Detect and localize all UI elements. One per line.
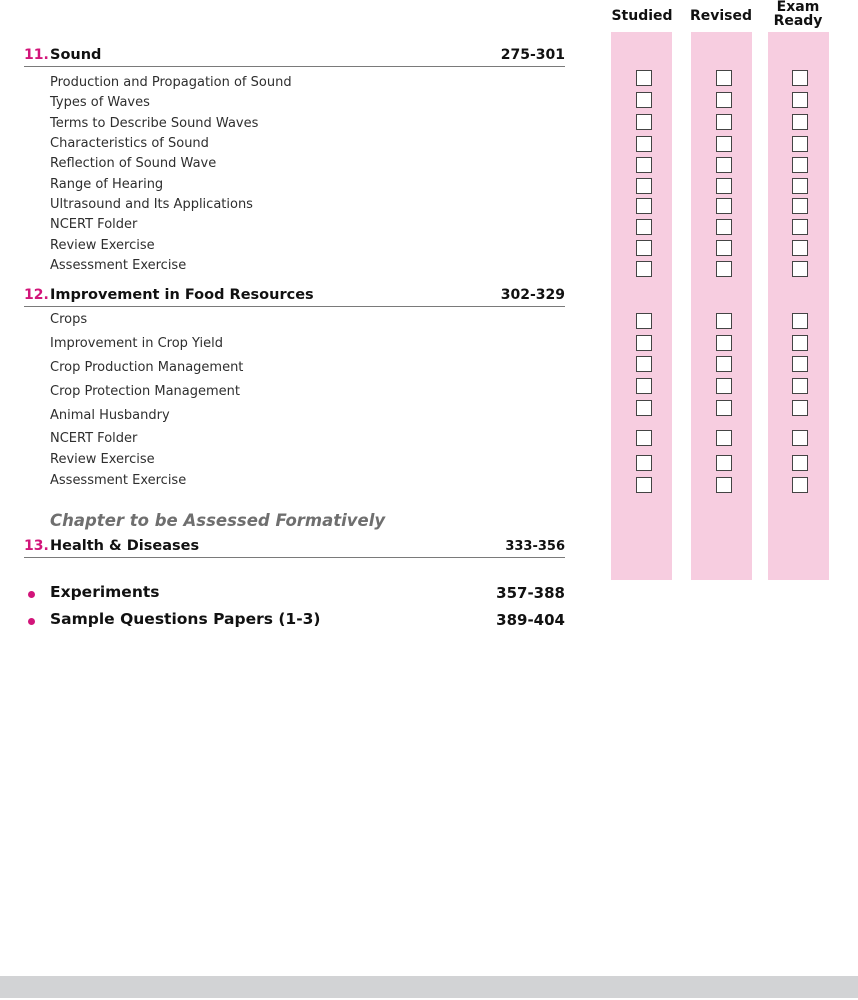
topic-item[interactable]: Crops bbox=[50, 312, 88, 327]
topic-item[interactable]: Crop Protection Management bbox=[50, 384, 241, 399]
exam-ready-line1: Exam bbox=[776, 0, 820, 15]
exam-ready-checkbox[interactable] bbox=[792, 136, 808, 152]
exam-ready-checkbox[interactable] bbox=[792, 313, 808, 329]
topic-item[interactable]: Improvement in Crop Yield bbox=[50, 336, 223, 351]
extras-pages: 389-404 bbox=[496, 611, 565, 629]
exam-ready-checkbox[interactable] bbox=[792, 219, 808, 235]
exam-ready-checkbox[interactable] bbox=[792, 92, 808, 108]
revised-checkbox[interactable] bbox=[716, 335, 732, 351]
bullet-icon bbox=[28, 591, 35, 598]
revised-checkbox[interactable] bbox=[716, 477, 732, 493]
exam-ready-checkbox[interactable] bbox=[792, 240, 808, 256]
revised-column-header: Revised bbox=[689, 8, 753, 24]
revised-checkbox[interactable] bbox=[716, 430, 732, 446]
chapter-number: 12. bbox=[24, 287, 49, 303]
studied-checkbox[interactable] bbox=[636, 430, 652, 446]
exam-ready-column-header bbox=[763, 0, 833, 28]
exam-ready-checkbox[interactable] bbox=[792, 430, 808, 446]
chapter-title[interactable]: Health & Diseases bbox=[50, 538, 200, 554]
studied-checkbox[interactable] bbox=[636, 92, 652, 108]
exam-ready-checkbox[interactable] bbox=[792, 400, 808, 416]
exam-ready-line2: Ready bbox=[773, 13, 823, 29]
revised-checkbox[interactable] bbox=[716, 114, 732, 130]
exam-ready-checkbox[interactable] bbox=[792, 356, 808, 372]
topic-item[interactable]: Production and Propagation of Sound bbox=[50, 75, 292, 90]
studied-column-header: Studied bbox=[611, 8, 673, 24]
studied-checkbox[interactable] bbox=[636, 313, 652, 329]
studied-checkbox[interactable] bbox=[636, 178, 652, 194]
studied-checkbox[interactable] bbox=[636, 70, 652, 86]
topic-item[interactable]: Review Exercise bbox=[50, 452, 155, 467]
studied-checkbox[interactable] bbox=[636, 219, 652, 235]
revised-checkbox[interactable] bbox=[716, 70, 732, 86]
chapter-title[interactable]: Sound bbox=[50, 47, 102, 63]
revised-checkbox[interactable] bbox=[716, 198, 732, 214]
revised-checkbox[interactable] bbox=[716, 136, 732, 152]
studied-checkbox[interactable] bbox=[636, 261, 652, 277]
chapter-pages: 333-356 bbox=[505, 539, 565, 554]
studied-checkbox[interactable] bbox=[636, 356, 652, 372]
chapter-pages: 302-329 bbox=[500, 287, 565, 303]
studied-checkbox[interactable] bbox=[636, 157, 652, 173]
revised-checkbox[interactable] bbox=[716, 261, 732, 277]
exam-ready-checkbox[interactable] bbox=[792, 261, 808, 277]
topic-item[interactable]: NCERT Folder bbox=[50, 431, 138, 446]
exam-ready-checkbox[interactable] bbox=[792, 114, 808, 130]
studied-checkbox[interactable] bbox=[636, 136, 652, 152]
studied-checkbox[interactable] bbox=[636, 114, 652, 130]
revised-checkbox[interactable] bbox=[716, 455, 732, 471]
exam-ready-checkbox[interactable] bbox=[792, 70, 808, 86]
topic-item[interactable]: Characteristics of Sound bbox=[50, 136, 209, 151]
topic-item[interactable]: NCERT Folder bbox=[50, 217, 138, 232]
topic-item[interactable]: Reflection of Sound Wave bbox=[50, 156, 217, 171]
revised-checkbox[interactable] bbox=[716, 178, 732, 194]
topic-item[interactable]: Animal Husbandry bbox=[50, 408, 170, 423]
exam-ready-checkbox[interactable] bbox=[792, 378, 808, 394]
chapter-number: 13. bbox=[24, 538, 49, 554]
topic-item[interactable]: Ultrasound and Its Applications bbox=[50, 197, 253, 212]
revised-checkbox[interactable] bbox=[716, 240, 732, 256]
topic-item[interactable]: Range of Hearing bbox=[50, 177, 164, 192]
exam-ready-checkbox[interactable] bbox=[792, 157, 808, 173]
topic-item[interactable]: Assessment Exercise bbox=[50, 258, 187, 273]
chapter-pages: 275-301 bbox=[500, 47, 565, 63]
topic-item[interactable]: Assessment Exercise bbox=[50, 473, 187, 488]
chapter-divider bbox=[24, 66, 565, 67]
studied-checkbox[interactable] bbox=[636, 240, 652, 256]
revised-checkbox[interactable] bbox=[716, 313, 732, 329]
extras-title[interactable]: Experiments bbox=[50, 583, 160, 601]
revised-checkbox[interactable] bbox=[716, 219, 732, 235]
chapter-title[interactable]: Improvement in Food Resources bbox=[50, 287, 314, 303]
exam-ready-checkbox[interactable] bbox=[792, 178, 808, 194]
extras-pages: 357-388 bbox=[496, 584, 565, 602]
exam-ready-checkbox[interactable] bbox=[792, 335, 808, 351]
studied-checkbox[interactable] bbox=[636, 378, 652, 394]
studied-checkbox[interactable] bbox=[636, 198, 652, 214]
bullet-icon bbox=[28, 618, 35, 625]
chapter-divider bbox=[24, 557, 565, 558]
extras-title[interactable]: Sample Questions Papers (1-3) bbox=[50, 610, 321, 628]
formative-assessment-note: Chapter to be Assessed Formatively bbox=[50, 511, 386, 530]
exam-ready-checkbox[interactable] bbox=[792, 477, 808, 493]
topic-item[interactable]: Crop Production Management bbox=[50, 360, 244, 375]
studied-checkbox[interactable] bbox=[636, 477, 652, 493]
exam-ready-checkbox[interactable] bbox=[792, 198, 808, 214]
studied-checkbox[interactable] bbox=[636, 400, 652, 416]
exam-ready-checkbox[interactable] bbox=[792, 455, 808, 471]
footer-bar bbox=[0, 976, 858, 998]
revised-checkbox[interactable] bbox=[716, 92, 732, 108]
chapter-divider bbox=[24, 306, 565, 307]
studied-checkbox[interactable] bbox=[636, 335, 652, 351]
topic-item[interactable]: Review Exercise bbox=[50, 238, 155, 253]
studied-checkbox[interactable] bbox=[636, 455, 652, 471]
topic-item[interactable]: Types of Waves bbox=[50, 95, 150, 110]
chapter-number: 11. bbox=[24, 47, 49, 63]
topic-item[interactable]: Terms to Describe Sound Waves bbox=[50, 116, 259, 131]
revised-checkbox[interactable] bbox=[716, 378, 732, 394]
revised-checkbox[interactable] bbox=[716, 356, 732, 372]
revised-checkbox[interactable] bbox=[716, 157, 732, 173]
revised-checkbox[interactable] bbox=[716, 400, 732, 416]
